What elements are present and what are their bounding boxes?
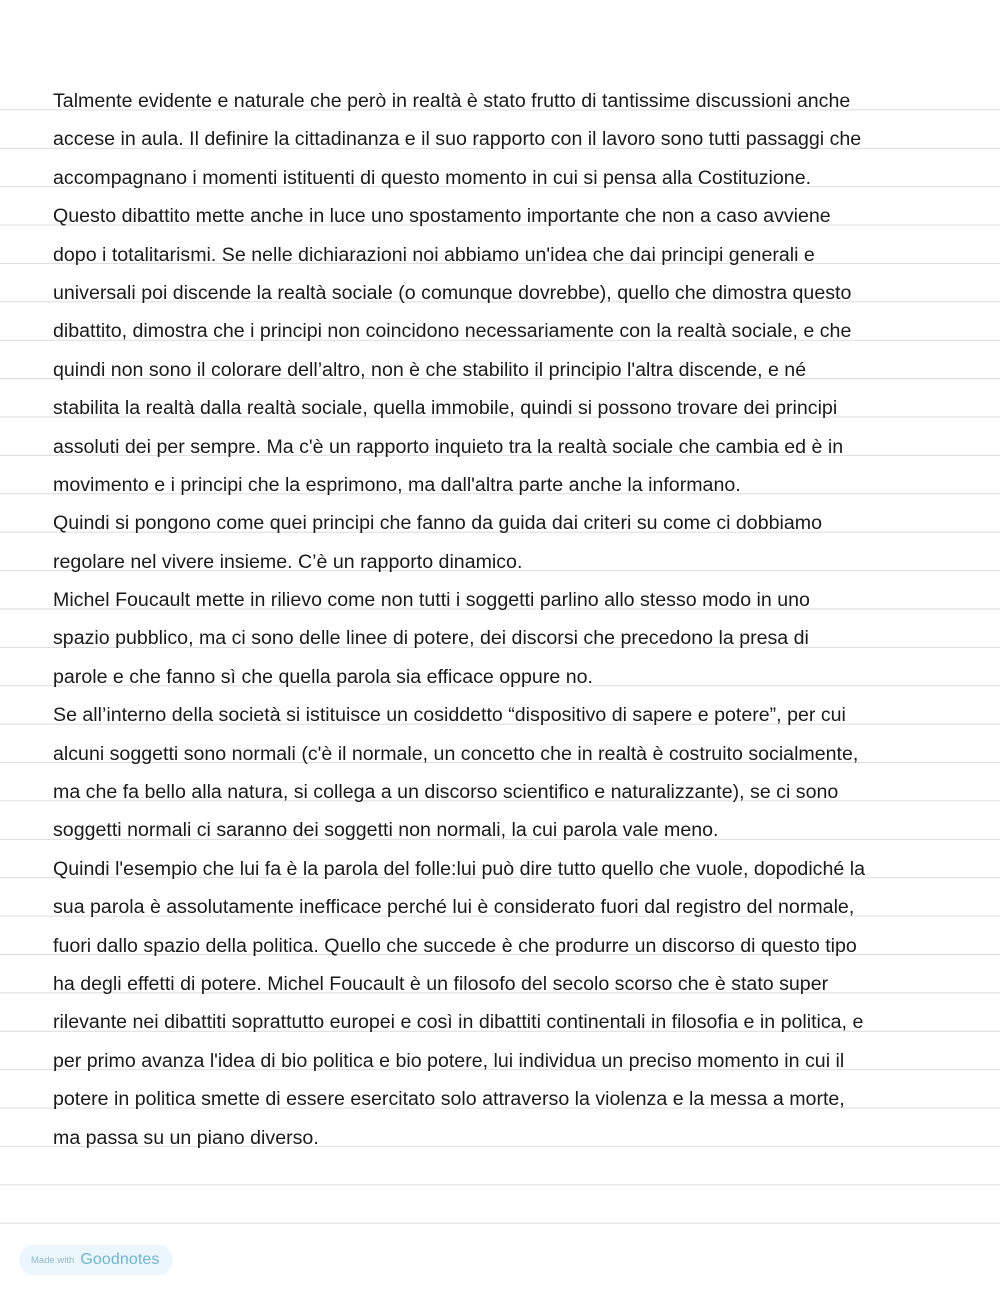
text-line: ma passa su un piano diverso. [53,1126,319,1149]
text-line: ma che fa bello alla natura, si collega a un discorso scientifico e naturalizzante), se ci sono [53,781,839,804]
text-line: sua parola è assolutamente inefficace perché lui è considerato fuori dal registro del normale, [53,896,855,919]
text-line: Quindi l'esempio che lui fa è la parola del folle:lui può dire tutto quello che vuole, dopodiché la [53,857,865,880]
goodnotes-badge[interactable] [19,1245,173,1275]
text-line: Michel Foucault mette in rilievo come non tutti i soggetti parlino allo stesso modo in uno [53,589,810,612]
text-line: Se all’interno della società si istituisce un cosiddetto “dispositivo di sapere e potere”, per cui [53,704,846,727]
text-line: regolare nel vivere insieme. C’è un rapporto dinamico. [53,550,523,573]
text-line: stabilita la realtà dalla realtà sociale, quella immobile, quindi si possono trovare dei principi [53,397,838,420]
text-line: parole e che fanno sì che quella parola sia efficace oppure no. [53,665,593,688]
text-line: spazio pubblico, ma ci sono delle linee di potere, dei discorsi che precedono la presa di [53,627,809,650]
text-line: rilevante nei dibattiti soprattutto europei e così in dibattiti continentali in filosofia e in politica, e [53,1011,864,1034]
text-line: fuori dallo spazio della politica. Quello che succede è che produrre un discorso di questo tipo [53,934,857,957]
text-line: soggetti normali ci saranno dei soggetti non normali, la cui parola vale meno. [53,819,719,842]
text-line: accompagnano i momenti istituenti di questo momento in cui si pensa alla Costituzione. [53,166,812,189]
text-line: Questo dibattito mette anche in luce uno spostamento importante che non a caso avviene [53,205,831,228]
text-line: movimento e i principi che la esprimono, ma dall'altra parte anche la informano. [53,473,741,496]
text-line: potere in politica smette di essere esercitato solo attraverso la violenza e la messa a morte, [53,1088,845,1111]
badge-prefix: Made with [31,1254,75,1266]
text-line: alcuni soggetti sono normali (c'è il normale, un concetto che in realtà è costruito socialmente, [53,742,859,765]
page-top-margin [0,0,1000,72]
text-line: ha degli effetti di potere. Michel Foucault è un filosofo del secolo scorso che è stato super [53,972,829,995]
goodnotes-logo-text: Goodnotes [80,1251,160,1268]
note-text [53,82,953,1157]
text-line: universali poi discende la realtà sociale (o comunque dovrebbe), quello che dimostra questo [53,281,852,304]
text-line: Talmente evidente e naturale che però in realtà è stato frutto di tantissime discussioni anche [53,90,851,112]
text-line: per primo avanza l'idea di bio politica e bio potere, lui individua un preciso momento in cui il [53,1049,845,1072]
text-line: dopo i totalitarismi. Se nelle dichiarazioni noi abbiamo un'idea che dai principi generali e [53,243,815,266]
text-line: dibattito, dimostra che i principi non coincidono necessariamente con la realtà sociale, e che [53,320,852,343]
text-line: assoluti dei per sempre. Ma c'è un rapporto inquieto tra la realtà sociale che cambia ed è in [53,435,844,458]
text-line: Quindi si pongono come quei principi che fanno da guida dai criteri su come ci dobbiamo [53,512,822,535]
text-line: accese in aula. Il definire la cittadinanza e il suo rapporto con il lavoro sono tutti passaggi che [53,128,862,151]
text-line: quindi non sono il colorare dell’altro, non è che stabilito il principio l'altra discende, e né [53,358,807,381]
